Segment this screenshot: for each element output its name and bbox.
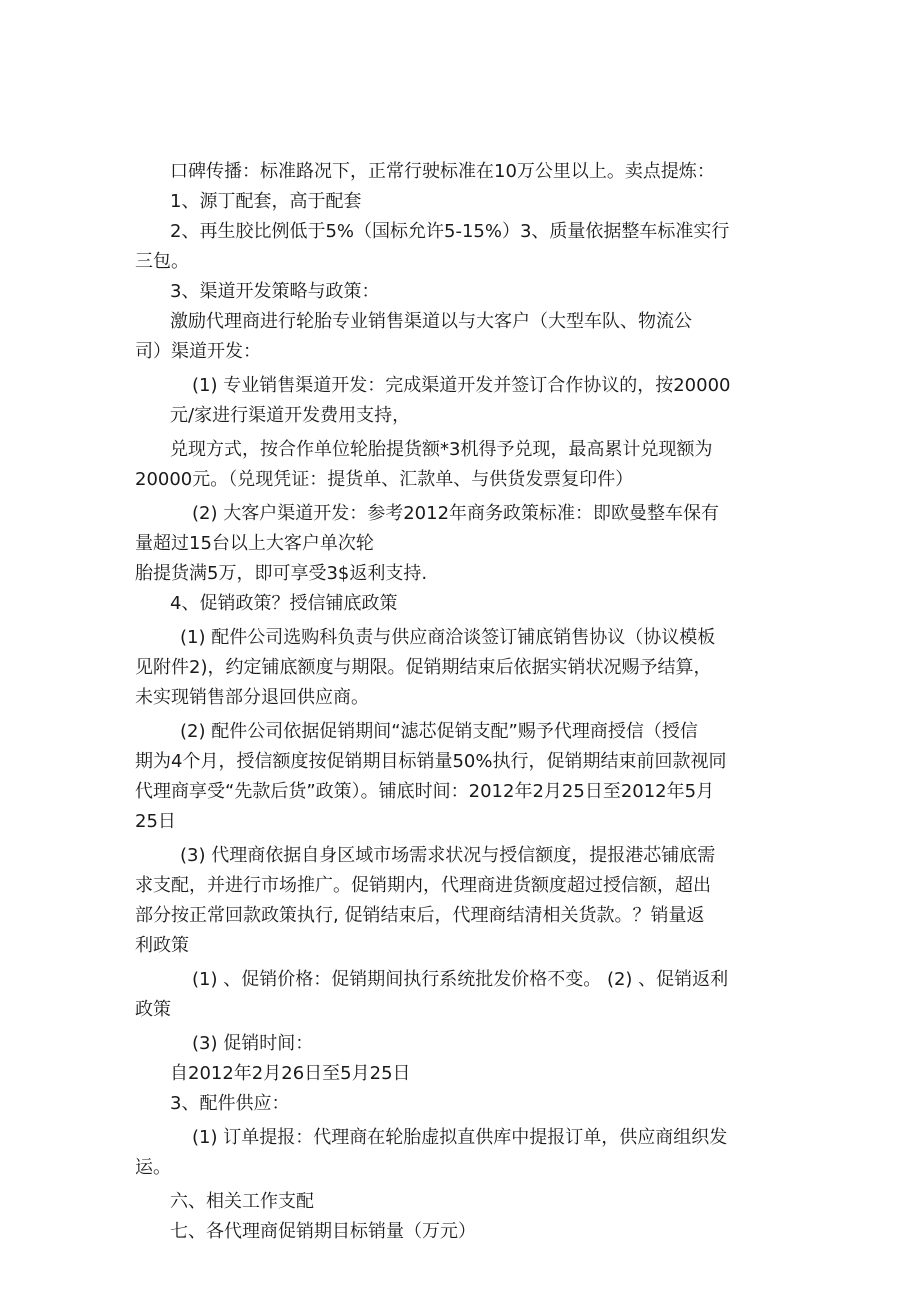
item-dealer-demand-settle: 部分按正常回款政策执行, 促销结束后，代理商结清相关货款。？销量返: [135, 905, 705, 926]
item-credit-agreement-end: 未实现销售部分退回供应商。: [135, 687, 369, 708]
section-promotion-policy: 4、促销政策？授信铺底政策: [170, 593, 398, 614]
selling-point-1: 1、源丁配套，高于配套: [170, 191, 362, 212]
item-credit-agreement-cont: 见附件2)，约定铺底额度与期限。促销期结束后依据实销状况赐予结算，: [135, 657, 712, 678]
item-promotion-price: (1) 、促销价格：促销期间执行系统批发价格不变。 (2) 、促销返利: [192, 969, 729, 990]
section-sales-rebate: 利政策: [135, 935, 189, 956]
item-dealer-demand: (3) 代理商依据自身区域市场需求状况与授信额度，提报港芯铺底需: [180, 845, 716, 866]
section-dealer-targets: 七、各代理商促销期目标销量（万元）: [170, 1221, 476, 1242]
item-key-account-rebate: 胎提货满5万，即可享受3$返利支持.: [135, 563, 428, 584]
item-promotion-date-range: 自2012年2月26日至5月25日: [170, 1063, 411, 1084]
item-promotion-rebate-cont: 政策: [135, 999, 171, 1020]
paragraph-channel-incentive: 激励代理商进行轮胎专业销售渠道以与大客户（大型车队、物流公: [170, 311, 692, 332]
item-professional-channel-cont: 元/家进行渠道开发费用支持，: [170, 405, 411, 426]
paragraph-word-of-mouth: 口碑传播：标准路况下，正常行驶标准在10万公里以上。卖点提炼：: [170, 161, 715, 182]
item-credit-agreement: (1) 配件公司选购科负责与供应商洽谈签订铺底销售协议（协议模板: [180, 627, 716, 648]
item-dealer-demand-cont: 求支配，并进行市场推广。促销期内，代理商进货额度超过授信额，超出: [135, 875, 711, 896]
item-promotion-time: (3) 促销时间：: [192, 1033, 314, 1054]
item-credit-grant: (2) 配件公司依据促销期间“滤芯促销支配”赐予代理商授信（授信: [180, 721, 698, 742]
selling-point-2-3: 2、再生胶比例低于5%（国标允许5-15%）3、质量依据整车标准实行: [170, 221, 730, 242]
item-credit-grant-cont: 期为4个月，授信额度按促销期目标销量50%执行，促销期结束前回款视同: [135, 751, 727, 772]
section-channel-strategy: 3、渠道开发策略与政策：: [170, 281, 380, 302]
item-key-account-channel-cont: 量超过15台以上大客户单次轮: [135, 533, 374, 554]
item-professional-channel: (1) 专业销售渠道开发：完成渠道开发并签订合作协议的，按20000: [192, 375, 731, 396]
paragraph-channel-incentive-cont: 司）渠道开发：: [135, 341, 261, 362]
document-body: [135, 157, 787, 1247]
paragraph-redemption-voucher: 20000元。（兑现凭证：提货单、汇款单、与供货发票复印件）: [135, 469, 634, 490]
item-order-submission-cont: 运。: [135, 1157, 171, 1178]
selling-point-3-cont: 三包。: [135, 251, 189, 272]
paragraph-redemption-method: 兑现方式，按合作单位轮胎提货额*3机得予兑现，最高累计兑现额为: [170, 439, 713, 460]
item-key-account-channel: (2) 大客户渠道开发：参考2012年商务政策标准：即欧曼整车保有: [192, 503, 720, 524]
item-credit-grant-date-end: 25日: [135, 811, 176, 832]
item-credit-grant-time: 代理商享受“先款后货”政策）。铺底时间：2012年2月25日至2012年5月: [135, 781, 715, 802]
item-order-submission: (1) 订单提报：代理商在轮胎虚拟直供库中提报订单，供应商组织发: [192, 1127, 728, 1148]
section-parts-supply: 3、配件供应：: [170, 1093, 290, 1114]
section-related-work: 六、相关工作支配: [170, 1191, 314, 1212]
